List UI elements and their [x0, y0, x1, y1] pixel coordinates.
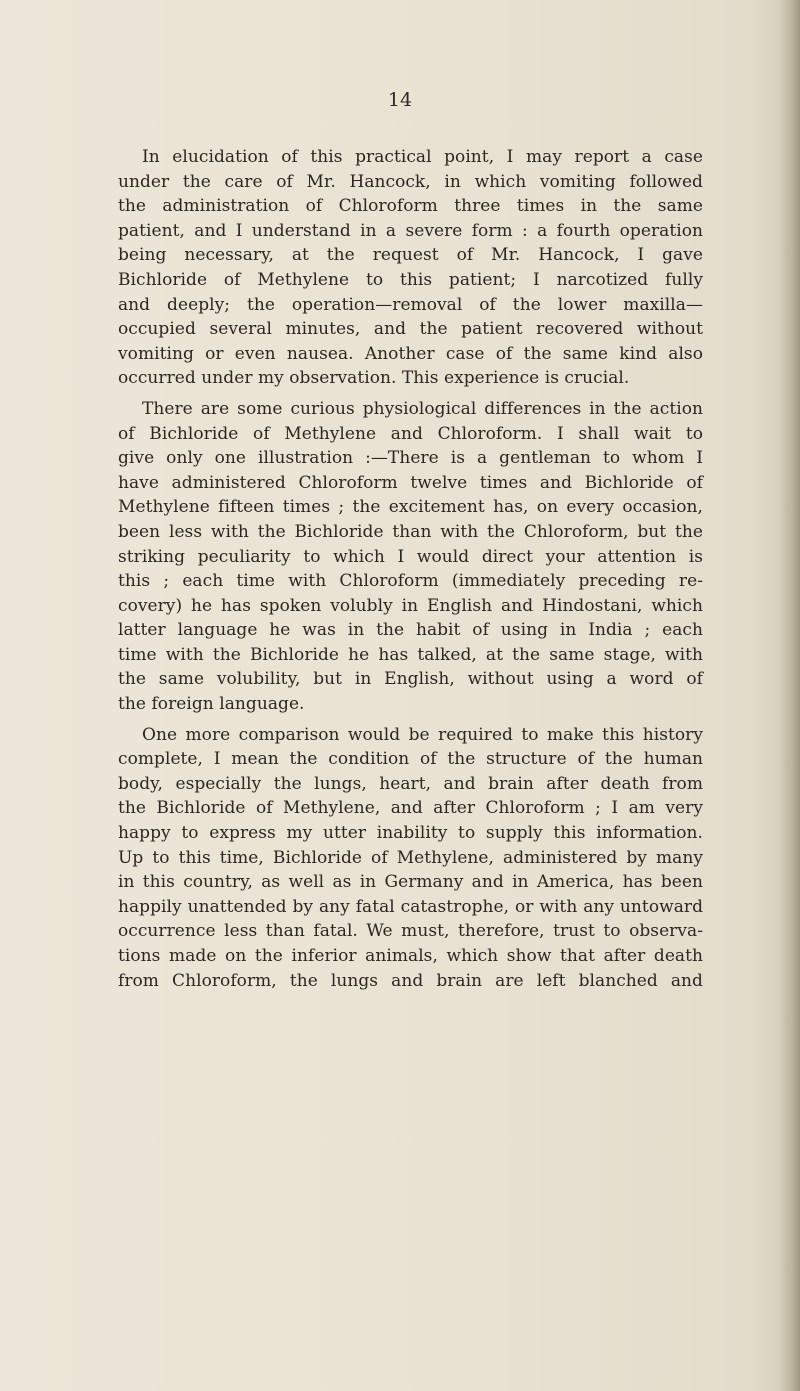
- body-text: [118, 145, 703, 999]
- text-line: striking peculiarity to which I would direct your attention is: [118, 546, 703, 567]
- text-line: latter language he was in the habit of using in India ; each: [118, 620, 703, 641]
- text-line: this ; each time with Chloroform (immediately preceding re-: [118, 571, 703, 592]
- text-line: happily unattended by any fatal catastrophe, or with any untoward: [118, 896, 703, 917]
- text-line: in this country, as well as in Germany and in America, has been: [118, 872, 703, 893]
- page-edge-shadow: [778, 0, 800, 1391]
- text-line: the Bichloride of Methylene, and after Chloroform ; I am very: [118, 798, 703, 819]
- text-line: from Chloroform, the lungs and brain are left blanched and: [118, 970, 703, 991]
- text-line: the foreign language.: [118, 694, 305, 715]
- text-line: been less with the Bichloride than with the Chloroform, but the: [118, 521, 703, 542]
- paragraph-2: [118, 397, 703, 717]
- text-line: vomiting or even nausea. Another case of the same kind also: [118, 343, 703, 364]
- paragraph-3: [118, 723, 703, 994]
- text-line: Up to this time, Bichloride of Methylene, administered by many: [118, 847, 703, 868]
- page-number: 14: [387, 89, 413, 111]
- text-line: occupied several minutes, and the patient recovered without: [118, 319, 703, 340]
- text-line: In elucidation of this practical point, I may report a case: [142, 147, 703, 167]
- text-line: One more comparison would be required to make this history: [142, 724, 703, 745]
- text-line: Bichloride of Methylene to this patient; I narcotized fully: [118, 269, 703, 290]
- text-line: happy to express my utter inability to supply this information.: [118, 823, 703, 844]
- text-line: have administered Chloroform twelve times and Bichloride of: [118, 472, 703, 493]
- text-line: occurred under my observation. This experience is crucial.: [118, 368, 630, 389]
- text-line: time with the Bichloride he has talked, at the same stage, with: [118, 644, 703, 665]
- text-line: give only one illustration :—There is a gentleman to whom I: [118, 448, 703, 469]
- text-line: covery) he has spoken volubly in English and Hindostani, which: [118, 595, 703, 616]
- text-line: tions made on the inferior animals, which show that after death: [118, 946, 703, 966]
- text-line: of Bichloride of Methylene and Chloroform. I shall wait to: [118, 423, 703, 444]
- text-line: the administration of Chloroform three times in the same: [118, 196, 703, 217]
- text-line: body, especially the lungs, heart, and brain after death from: [118, 773, 703, 794]
- text-line: the same volubility, but in English, without using a word of: [118, 669, 703, 690]
- text-line: There are some curious physiological differences in the action: [142, 398, 703, 419]
- text-line: Methylene fifteen times ; the excitement has, on every occasion,: [118, 497, 703, 518]
- text-line: and deeply; the operation—removal of the lower maxilla—: [118, 294, 703, 315]
- text-line: being necessary, at the request of Mr. Hancock, I gave: [118, 245, 703, 266]
- text-line: patient, and I understand in a severe form : a fourth operation: [118, 220, 703, 241]
- text-line: under the care of Mr. Hancock, in which vomiting followed: [118, 171, 703, 192]
- paragraph-1: [118, 145, 703, 391]
- text-line: complete, I mean the condition of the structure of the human: [118, 749, 703, 770]
- text-line: occurrence less than fatal. We must, therefore, trust to observa-: [118, 921, 703, 942]
